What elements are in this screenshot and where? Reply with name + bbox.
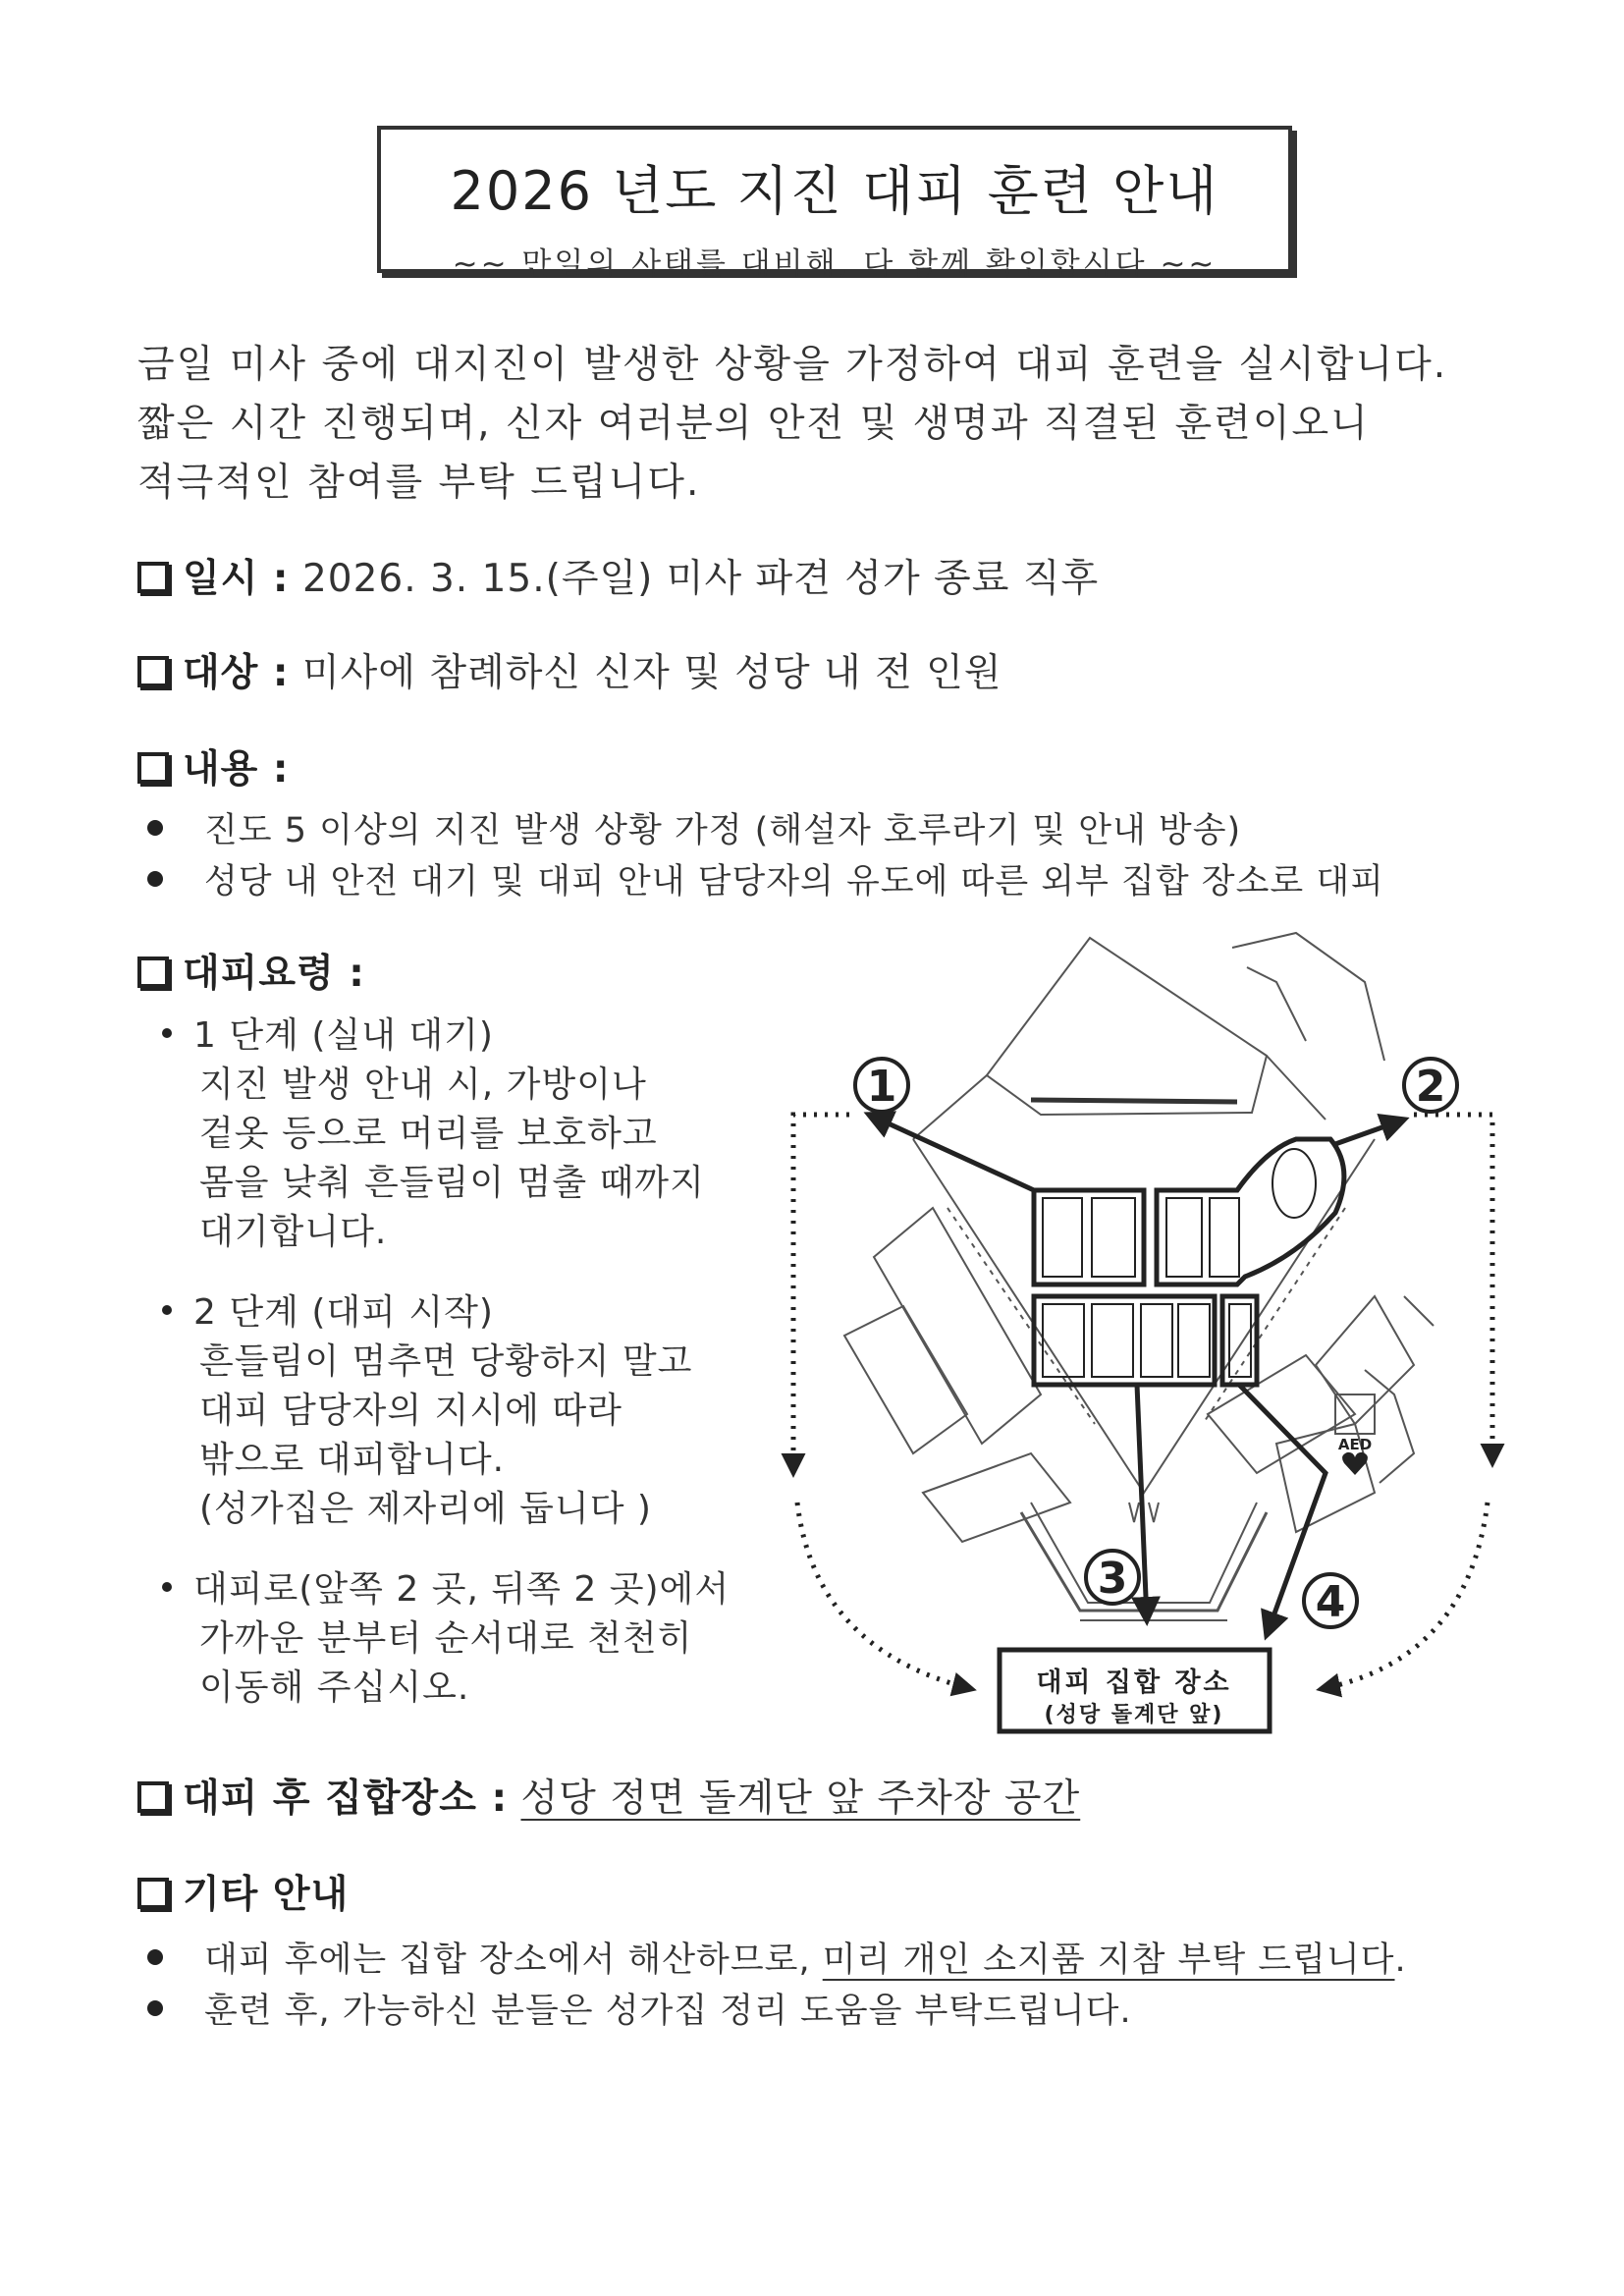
section-label: 대피요령 : xyxy=(183,952,365,996)
bullet-icon xyxy=(162,1582,172,1592)
svg-text:3: 3 xyxy=(1097,1554,1128,1604)
section-schedule xyxy=(137,548,1099,603)
checkbox-icon xyxy=(137,562,169,593)
section-target xyxy=(137,642,1002,697)
section-other xyxy=(137,1864,349,1919)
building-outline xyxy=(844,933,1434,1620)
exit-marker-2 xyxy=(1404,1059,1457,1112)
evacuation-map xyxy=(776,923,1522,1738)
assembly-subtitle: (성당 돌계단 앞) xyxy=(1044,1703,1224,1727)
bullet-icon xyxy=(162,1028,172,1038)
checkbox-icon xyxy=(137,957,169,988)
list-item: 훈련 후, 가능하신 분들은 성가집 정리 도움을 부탁드립니다. xyxy=(147,1984,1132,2033)
list-item: 진도 5 이상의 지진 발생 상황 가정 (해설자 호루라기 및 안내 방송) xyxy=(147,803,1241,852)
assembly-title: 대피 집합 장소 xyxy=(1036,1667,1232,1698)
intro-line: 금일 미사 중에 대지진이 발생한 상황을 가정하여 대피 훈련을 실시합니다. xyxy=(137,343,1448,387)
exit-marker-4 xyxy=(1304,1574,1357,1627)
checkbox-icon xyxy=(137,1878,169,1909)
page-title: 2026 년도 지진 대피 훈련 안내 xyxy=(450,160,1219,222)
assembly-point-box xyxy=(1000,1650,1270,1731)
bullet-icon xyxy=(147,1949,163,1965)
intro-line: 짧은 시간 진행되며, 신자 여러분의 안전 및 생명과 직결된 훈련이오니 xyxy=(137,402,1370,446)
section-label: 기타 안내 xyxy=(183,1873,350,1917)
svg-text:2: 2 xyxy=(1415,1062,1446,1112)
section-label: 내용 : xyxy=(183,747,290,792)
procedure-step-1: 1 단계 (실내 대기) 지진 발생 안내 시, 가방이나 겉옷 등으로 머리를 보호하고 몸을 낮춰 흔들림이 멈출 때까지 대기합니다. xyxy=(162,1011,705,1257)
assembly-value: 성당 정면 돌계단 앞 주차장 공간 xyxy=(520,1777,1081,1821)
aed-label: AED xyxy=(1337,1436,1373,1453)
pew-blocks xyxy=(1034,1139,1344,1385)
bullet-icon xyxy=(162,1305,172,1315)
section-content xyxy=(137,738,290,793)
svg-text:1: 1 xyxy=(866,1062,897,1112)
procedure-step-2: 2 단계 (대피 시작) 흔들림이 멈추면 당황하지 말고 대피 담당자의 지시에 따라 밖으로 대피합니다. (성가집은 제자리에 둡니다 ) xyxy=(162,1288,692,1534)
bullet-icon xyxy=(147,2000,163,2016)
aed-icon xyxy=(1335,1394,1375,1475)
section-assembly xyxy=(137,1768,1080,1823)
svg-text:4: 4 xyxy=(1315,1577,1346,1627)
checkbox-icon xyxy=(137,1781,169,1813)
section-label: 일시 : xyxy=(183,557,290,601)
schedule-value: 2026. 3. 15.(주일) 미사 파견 성가 종료 직후 xyxy=(301,557,1100,601)
bullet-icon xyxy=(147,820,163,836)
section-procedure xyxy=(137,943,365,998)
page-subtitle: ~~ 만일의 사태를 대비해, 다 함께 확인합시다 ~~ xyxy=(452,246,1218,282)
title-box xyxy=(377,126,1292,282)
checkbox-icon xyxy=(137,656,169,687)
section-label: 대상 : xyxy=(183,651,290,695)
procedure-step-3: 대피로(앞쪽 2 곳, 뒤쪽 2 곳)에서 가까운 분부터 순서대로 천천히 이동해 주십시오. xyxy=(162,1565,730,1713)
list-item: 성당 내 안전 대기 및 대피 안내 담당자의 유도에 따른 외부 집합 장소로 대피 xyxy=(147,854,1384,903)
exit-marker-1 xyxy=(855,1059,908,1112)
bullet-icon xyxy=(147,871,163,887)
intro-paragraph xyxy=(137,336,1447,513)
list-item: 대피 후에는 집합 장소에서 해산하므로, 미리 개인 소지품 지참 부탁 드립니다. xyxy=(147,1933,1407,1982)
target-value: 미사에 참례하신 신자 및 성당 내 전 인원 xyxy=(301,651,1002,695)
exit-marker-3 xyxy=(1086,1551,1139,1604)
section-label: 대피 후 집합장소 : xyxy=(183,1777,509,1821)
checkbox-icon xyxy=(137,752,169,784)
intro-line: 적극적인 참여를 부탁 드립니다. xyxy=(137,461,701,505)
